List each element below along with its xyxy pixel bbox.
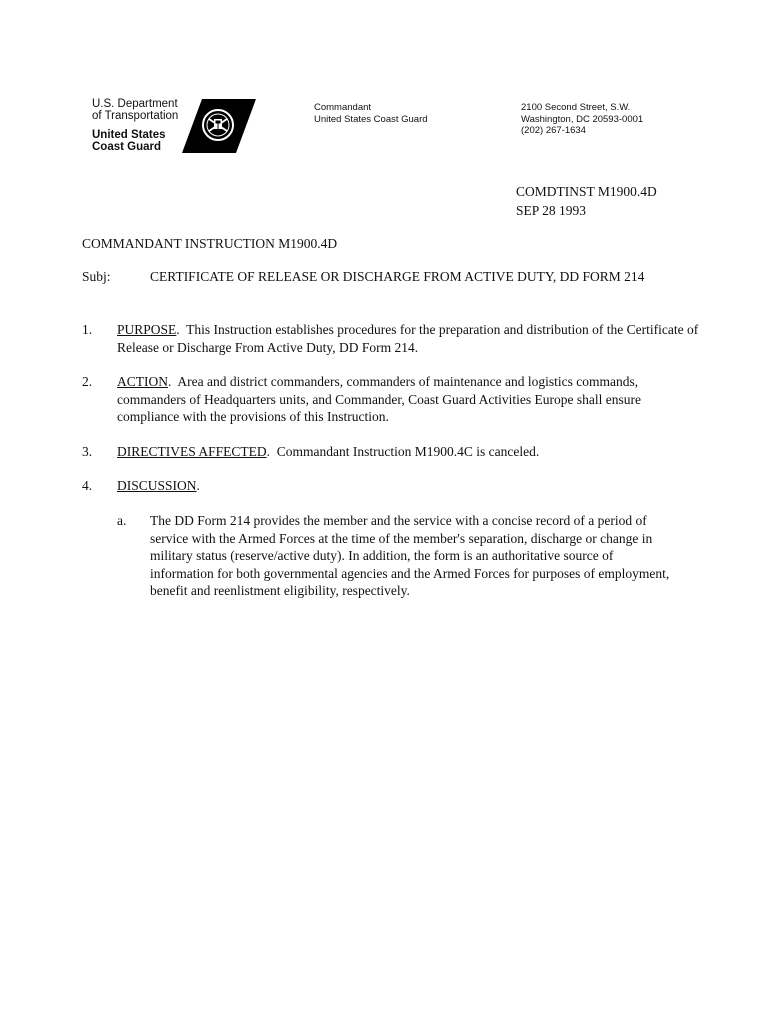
heading-suffix: . bbox=[266, 444, 271, 459]
heading-suffix: . bbox=[176, 322, 180, 337]
paragraph-text: Area and district commanders, commanders of maintenance and logistics commands, commanders of Headquarters units, and Commander, Coast Guard Activities Europe shall ensure compliance with the provisions of this Instruction. bbox=[117, 374, 645, 424]
reference-number: COMDTINST M1900.4D bbox=[516, 184, 657, 199]
paragraph-text: This Instruction establishes procedures for the preparation and distribution of the Certificate of Release or Discharge From Active Duty, DD Form 214. bbox=[117, 322, 702, 355]
paragraph-content bbox=[117, 321, 702, 356]
paragraph-heading: PURPOSE bbox=[117, 322, 177, 337]
paragraph-text: Commandant Instruction M1900.4C is canceled. bbox=[270, 444, 540, 459]
coast-guard-line-2: Coast Guard bbox=[92, 141, 162, 153]
paragraph-heading: DIRECTIVES AFFECTED bbox=[117, 444, 267, 459]
paragraph-content bbox=[117, 477, 702, 495]
address-phone: (202) 267-1634 bbox=[521, 125, 586, 136]
dept-line-1: U.S. Department bbox=[92, 98, 178, 110]
subject-label: Subj: bbox=[82, 269, 111, 284]
subparagraph-letter: a. bbox=[117, 513, 127, 528]
subject-text: CERTIFICATE OF RELEASE OR DISCHARGE FROM ACTIVE DUTY, DD FORM 214 bbox=[150, 269, 645, 284]
subparagraph-text: The DD Form 214 provides the member and the service with a concise record of a period of service with the Armed Forces at the time of the member's separation, discharge or change in military status (reserve/active duty). In addition, the form is an authoritative source of information for both governmental agencies and the Armed Forces for purposes of employment, benefit and reenlistment eligibility, respectively. bbox=[150, 513, 670, 598]
reference-date: SEP 28 1993 bbox=[516, 203, 587, 218]
paragraph-number: 4. bbox=[82, 478, 93, 493]
paragraph-heading: DISCUSSION bbox=[117, 478, 197, 493]
paragraph-number: 1. bbox=[82, 322, 93, 337]
heading-suffix: . bbox=[168, 374, 172, 389]
address-line-2: Washington, DC 20593-0001 bbox=[521, 113, 644, 125]
address-block bbox=[521, 102, 643, 137]
commandant-line-2: United States Coast Guard bbox=[314, 113, 428, 125]
commandant-line-1: Commandant bbox=[314, 102, 372, 113]
address-line-1: 2100 Second Street, S.W. bbox=[521, 102, 631, 113]
instruction-title: COMMANDANT INSTRUCTION M1900.4D bbox=[82, 236, 338, 251]
commandant-block bbox=[314, 102, 428, 125]
paragraph-number: 2. bbox=[82, 374, 93, 389]
paragraph-content bbox=[117, 373, 702, 426]
paragraph-heading: ACTION bbox=[117, 374, 168, 389]
paragraph-number: 3. bbox=[82, 444, 93, 459]
paragraph-content bbox=[117, 443, 702, 461]
dept-line-2: of Transportation bbox=[92, 110, 179, 122]
heading-suffix: . bbox=[196, 478, 200, 493]
coast-guard-line-1: United States bbox=[92, 129, 166, 141]
reference-block bbox=[516, 182, 657, 220]
coast-guard-emblem-icon bbox=[182, 99, 256, 153]
